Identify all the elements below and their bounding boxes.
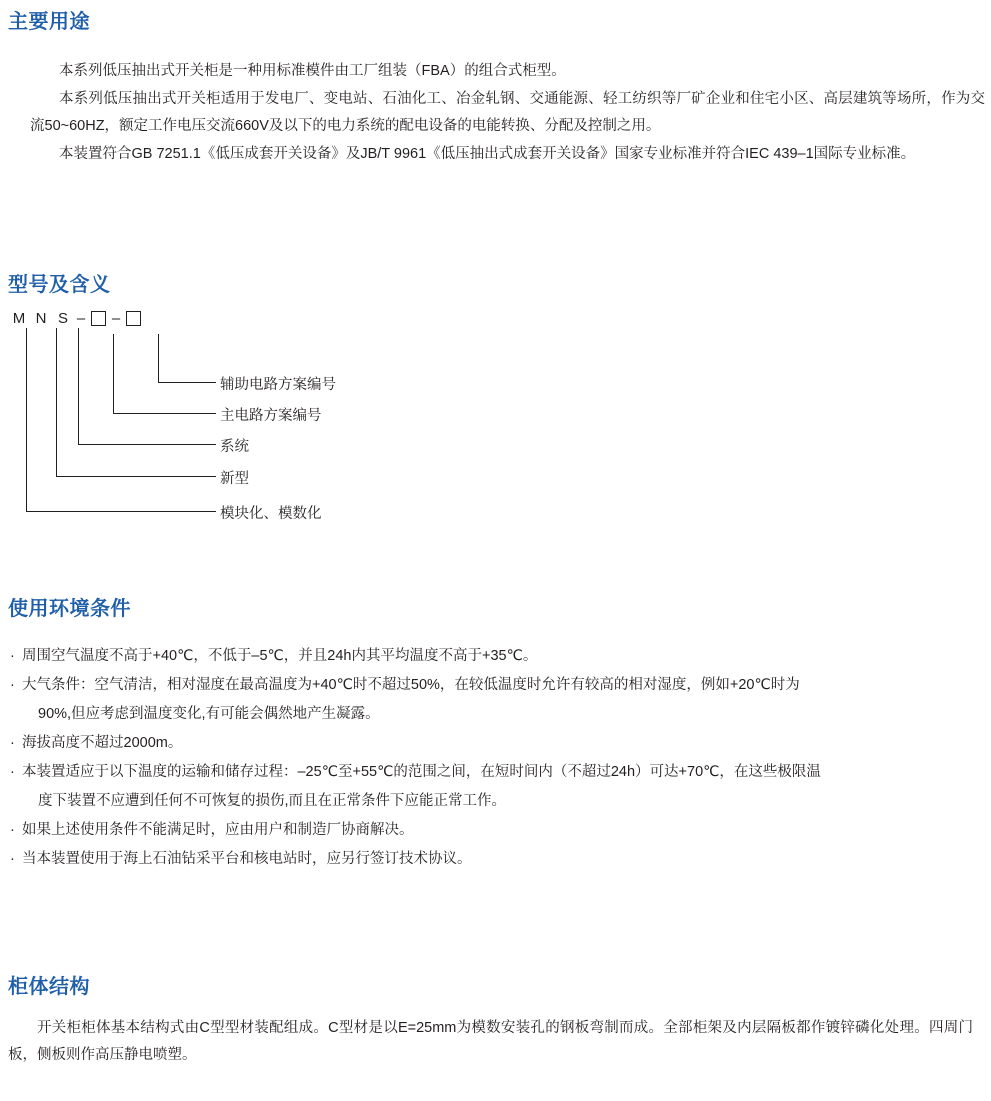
list-item [8,729,973,758]
model-dash-2: – [111,310,121,327]
bullet-marker: · [10,677,15,693]
list-item-text: 周围空气温度不高于+40℃，不低于–5℃，并且24h内其平均温度不高于+35℃。 [22,648,538,664]
bullet-marker: · [10,851,15,867]
paragraph: 本装置符合GB 7251.1《低压成套开关设备》及JB/T 9961《低压抽出式成套开关设备》国家专业标准并符合IEC 439–1国际专业标准。 [59,146,916,162]
section-title-cabinet: 柜体结构 [8,976,90,998]
paragraph: 本系列低压抽出式开关柜是一种用标准模件由工厂组装（FBA）的组合式柜型。 [59,63,566,79]
list-item [8,642,973,671]
leader-line-vertical-aux [158,334,159,382]
leader-line-horizontal-system [78,444,216,445]
paragraph: 本系列低压抽出式开关柜适用于发电厂、变电站、石油化工、冶金轧钢、交通能源、轻工纺织等厂矿企业和住宅小区、高层建筑等场所，作为交流50~60HZ，额定工作电压交流660V及以下的电力系统的配电设备的电能转换、分配及控制之用。 [30,91,985,134]
model-box-1 [91,311,106,326]
model-code-diagram [8,310,608,540]
list-item [8,671,973,729]
environment-condition-list [8,642,973,874]
list-item [8,816,973,845]
model-box-2 [126,311,141,326]
bullet-marker: · [10,822,15,838]
list-item-text-continued: 90%,但应考虑到温度变化,有可能会偶然地产生凝露。 [38,706,380,722]
section-title-model: 型号及含义 [8,274,111,296]
bullet-marker: · [10,648,15,664]
section-title-environment: 使用环境条件 [8,598,131,620]
leader-line-horizontal-modular [26,511,216,512]
model-letter-m: M [12,310,26,327]
bullet-marker: · [10,764,15,780]
model-label-main: 主电路方案编号 [220,408,322,424]
model-letter-s: S [57,310,68,327]
model-label-system: 系统 [220,439,249,455]
model-label-aux: 辅助电路方案编号 [220,377,336,393]
leader-line-vertical-newtype [56,328,57,476]
bullet-marker: · [10,735,15,751]
list-item-text-continued: 度下装置不应遭到任何不可恢复的损伤,而且在正常条件下应能正常工作。 [38,793,507,809]
list-item-text: 本装置适应于以下温度的运输和储存过程：–25℃至+55℃的范围之间，在短时间内（不超过24h）可达+70℃，在这些极限温 [22,764,821,780]
model-letter-n: N [35,310,47,327]
list-item-text: 大气条件：空气清洁，相对湿度在最高温度为+40℃时不超过50%，在较低温度时允许有较高的相对湿度，例如+20℃时为 [22,677,800,693]
list-item-text: 海拔高度不超过2000m。 [22,735,183,751]
list-item-text: 当本装置使用于海上石油钻采平台和核电站时，应另行签订技术协议。 [22,851,472,867]
leader-line-horizontal-main [113,413,216,414]
model-dash-1: – [76,310,86,327]
list-item-text: 如果上述使用条件不能满足时，应由用户和制造厂协商解决。 [22,822,414,838]
leader-line-horizontal-newtype [56,476,216,477]
leader-line-vertical-modular [26,328,27,511]
section-body-cabinet [8,1015,973,1069]
model-code-row [8,310,144,327]
paragraph: 开关柜柜体基本结构式由C型型材装配组成。C型材是以E=25mm为模数安装孔的钢板弯制而成。全部柜架及内层隔板都作镀锌磷化处理。四周门板，侧板则作高压静电喷塑。 [8,1020,973,1063]
leader-line-vertical-system [78,328,79,444]
model-label-newtype: 新型 [220,471,249,487]
section-body-purpose [30,58,985,169]
list-item [8,758,973,816]
section-title-purpose: 主要用途 [8,11,90,33]
model-label-modular: 模块化、模数化 [220,506,322,522]
leader-line-vertical-main [113,334,114,413]
list-item [8,845,973,874]
leader-line-horizontal-aux [158,382,216,383]
